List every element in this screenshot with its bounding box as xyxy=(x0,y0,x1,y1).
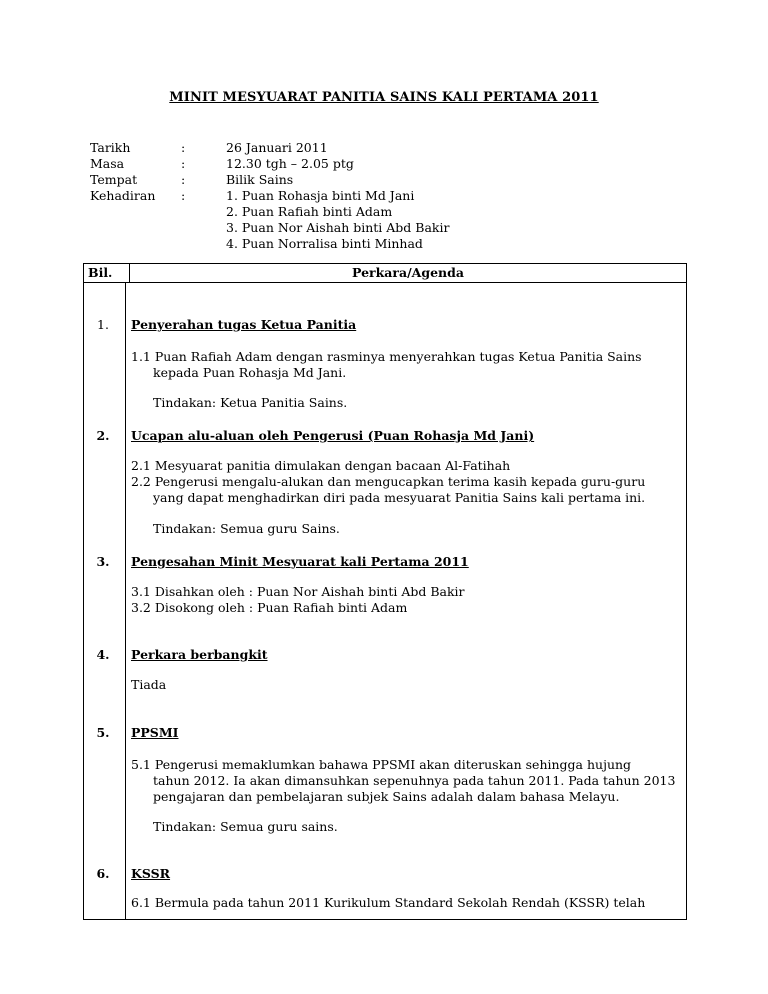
item-title: KSSR xyxy=(131,866,171,881)
table-body xyxy=(84,283,687,920)
table-header xyxy=(84,264,687,283)
attendee: 1. Puan Rohasja binti Md Jani xyxy=(226,188,415,203)
label-kehadiran: Kehadiran xyxy=(90,188,156,203)
item-line: kepada Puan Rohasja Md Jani. xyxy=(153,365,347,380)
item-number: 3. xyxy=(96,554,110,569)
item-line: 2.2 Pengerusi mengalu-alukan dan mengucapkan terima kasih kepada guru-guru xyxy=(131,474,646,489)
value-masa: 12.30 tgh – 2.05 ptg xyxy=(226,156,354,171)
item-line: pengajaran dan pembelajaran subjek Sains adalah dalam bahasa Melayu. xyxy=(153,789,620,804)
item-number: 5. xyxy=(96,725,110,740)
colon: : xyxy=(181,188,186,203)
item-number: 2. xyxy=(96,428,110,443)
column-divider xyxy=(125,283,126,919)
item-line: yang dapat menghadirkan diri pada mesyuarat Panitia Sains kali pertama ini. xyxy=(153,490,646,505)
colon: : xyxy=(181,140,186,155)
item-line: Tiada xyxy=(131,677,167,692)
item-line: 5.1 Pengerusi memaklumkan bahawa PPSMI akan diteruskan sehingga hujung xyxy=(131,757,632,772)
label-tempat: Tempat xyxy=(90,172,138,187)
item-title: PPSMI xyxy=(131,725,179,740)
item-title: Penyerahan tugas Ketua Panitia xyxy=(131,317,357,332)
item-number: 6. xyxy=(96,866,110,881)
item-line: 3.2 Disokong oleh : Puan Rafiah binti Adam xyxy=(131,600,408,615)
item-line: tahun 2012. Ia akan dimansuhkan sepenuhnya pada tahun 2011. Pada tahun 2013 xyxy=(153,773,676,788)
agenda-table xyxy=(83,263,687,920)
item-line: 3.1 Disahkan oleh : Puan Nor Aishah binti Abd Bakir xyxy=(131,584,465,599)
item-action: Tindakan: Semua guru sains. xyxy=(153,819,338,834)
attendee: 4. Puan Norralisa binti Minhad xyxy=(226,236,423,251)
document-title: MINIT MESYUARAT PANITIA SAINS KALI PERTAMA 2011 xyxy=(169,90,599,105)
item-line: 1.1 Puan Rafiah Adam dengan rasminya menyerahkan tugas Ketua Panitia Sains xyxy=(131,349,642,364)
item-line: 6.1 Bermula pada tahun 2011 Kurikulum Standard Sekolah Rendah (KSSR) telah xyxy=(131,895,646,910)
value-tarikh: 26 Januari 2011 xyxy=(226,140,328,155)
label-masa: Masa xyxy=(90,156,125,171)
attendee: 2. Puan Rafiah binti Adam xyxy=(226,204,393,219)
item-number: 1. xyxy=(97,317,109,332)
item-action: Tindakan: Semua guru Sains. xyxy=(153,521,340,536)
item-title: Pengesahan Minit Mesyuarat kali Pertama 2011 xyxy=(131,554,469,569)
table-body-content xyxy=(84,283,686,919)
value-tempat: Bilik Sains xyxy=(226,172,294,187)
header-bil: Bil. xyxy=(84,264,130,283)
attendee: 3. Puan Nor Aishah binti Abd Bakir xyxy=(226,220,450,235)
header-agenda: Perkara/Agenda xyxy=(130,264,687,283)
colon: : xyxy=(181,156,186,171)
item-action: Tindakan: Ketua Panitia Sains. xyxy=(153,395,348,410)
item-title: Ucapan alu-aluan oleh Pengerusi (Puan Rohasja Md Jani) xyxy=(131,428,535,443)
colon: : xyxy=(181,172,186,187)
label-tarikh: Tarikh xyxy=(90,140,131,155)
item-title: Perkara berbangkit xyxy=(131,647,268,662)
table-body-cell xyxy=(84,283,687,920)
item-number: 4. xyxy=(96,647,110,662)
item-line: 2.1 Mesyuarat panitia dimulakan dengan bacaan Al-Fatihah xyxy=(131,458,511,473)
